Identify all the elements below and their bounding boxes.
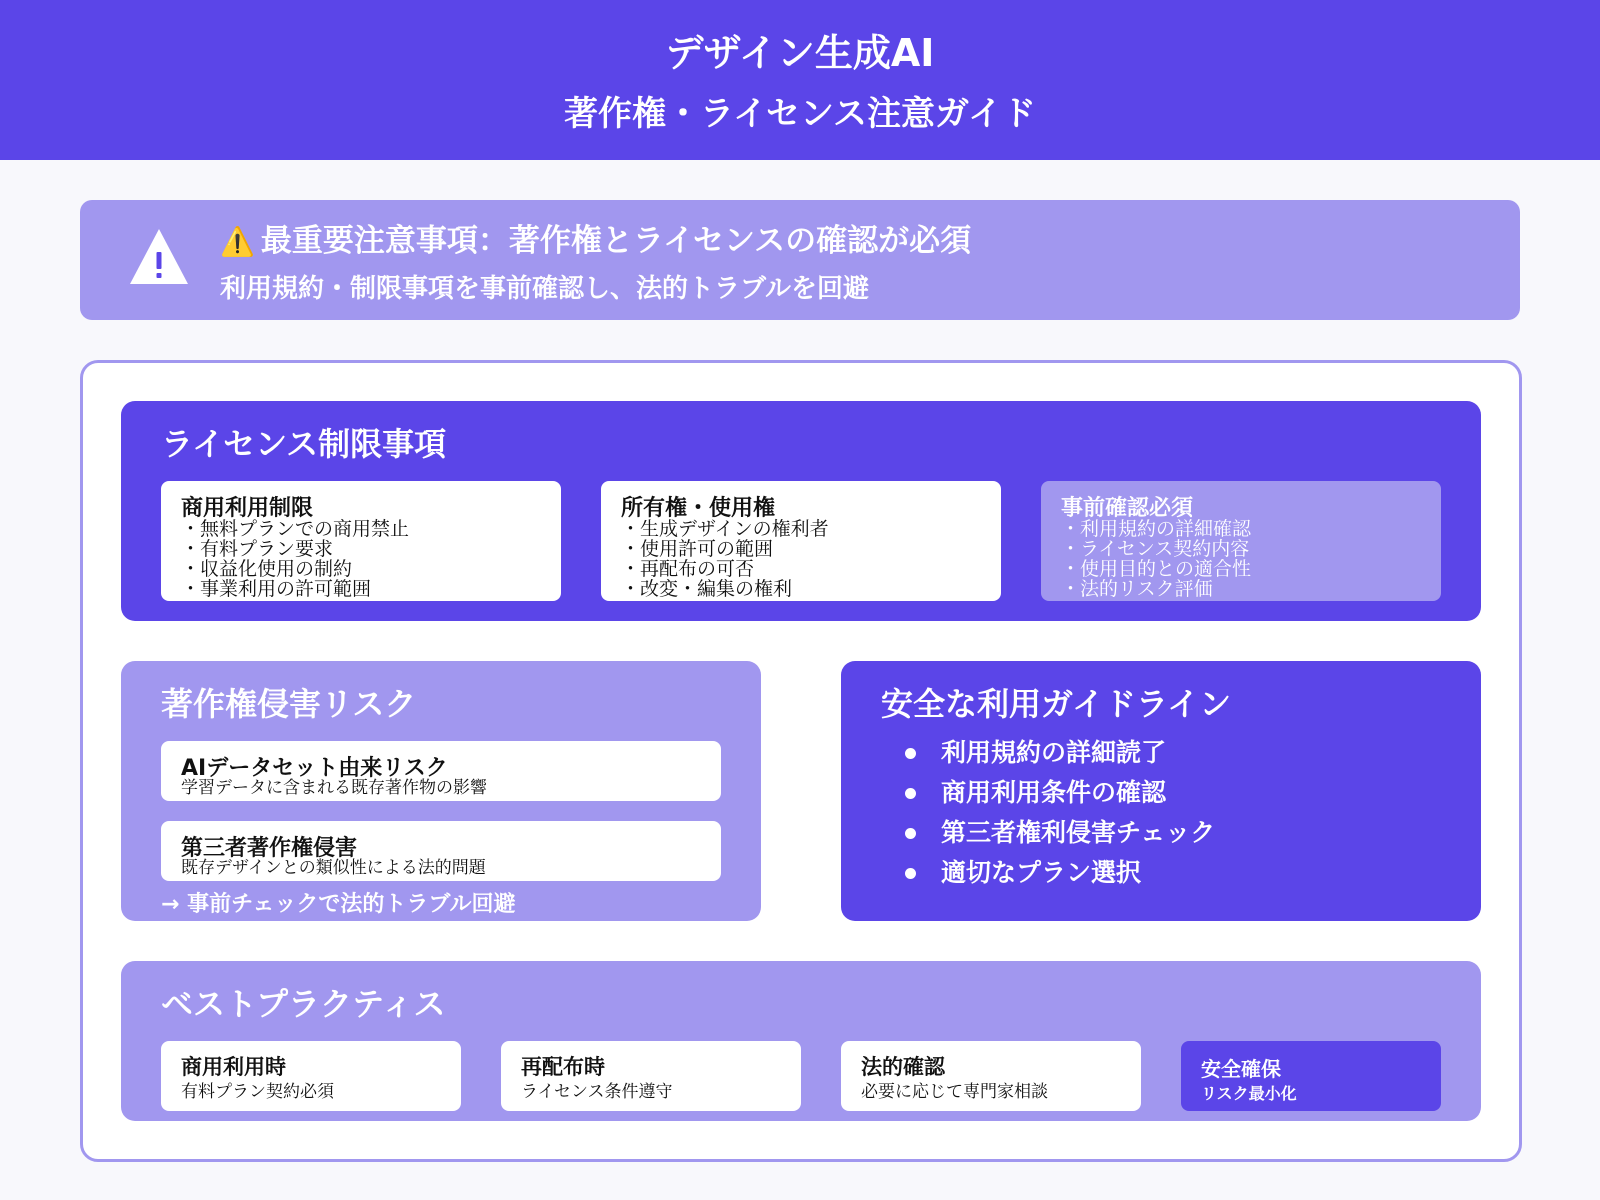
list-item: ・使用目的との適合性 <box>1061 558 1252 580</box>
bullet-icon <box>905 788 916 799</box>
card-title: 商用利用時 <box>181 1055 286 1079</box>
guideline-panel <box>841 661 1481 921</box>
risk-card-third-party <box>161 821 721 881</box>
card-desc: ライセンス条件遵守 <box>521 1082 673 1102</box>
list-item: ・無料プランでの商用禁止 <box>181 518 410 540</box>
card-title: 再配布時 <box>521 1055 605 1079</box>
alert-banner <box>80 200 1520 320</box>
bp-card-safety <box>1181 1041 1441 1111</box>
card-title: 商用利用制限 <box>181 496 314 521</box>
risk-panel <box>121 661 761 921</box>
best-practice-panel <box>121 961 1481 1121</box>
card-desc: リスク最小化 <box>1201 1084 1297 1103</box>
card-title: 事前確認必須 <box>1061 496 1194 521</box>
card-desc: 必要に応じて専門家相談 <box>861 1082 1048 1102</box>
list-item: ・生成デザインの権利者 <box>621 518 829 540</box>
page-header <box>0 0 1600 160</box>
license-card-commercial <box>161 481 561 601</box>
warning-emoji-icon: ⚠️ <box>220 225 255 258</box>
license-card-precheck <box>1041 481 1441 601</box>
list-item: ・収益化使用の制約 <box>181 558 353 580</box>
list-item: ・ライセンス契約内容 <box>1061 538 1250 560</box>
guideline-item <box>905 739 1215 779</box>
risk-card-dataset <box>161 741 721 801</box>
bullet-icon <box>905 828 916 839</box>
alert-title-text: 最重要注意事項：著作権とライセンスの確認が必須 <box>260 223 972 259</box>
bullet-icon <box>905 748 916 759</box>
guideline-item-text: 適切なプラン選択 <box>941 858 1142 887</box>
card-title: 法的確認 <box>861 1055 945 1079</box>
page-subtitle: 著作権・ライセンス注意ガイド <box>564 94 1036 134</box>
list-item: ・再配布の可否 <box>621 558 755 580</box>
best-practice-title: ベストプラクティス <box>161 985 446 1023</box>
guideline-list <box>905 739 1215 899</box>
alert-subtitle: 利用規約・制限事項を事前確認し、法的トラブルを回避 <box>220 274 869 304</box>
card-list <box>621 519 829 599</box>
bullet-icon <box>905 868 916 879</box>
guideline-item-text: 第三者権利侵害チェック <box>941 818 1216 847</box>
warning-icon <box>128 226 190 288</box>
risk-panel-title: 著作権侵害リスク <box>161 685 417 723</box>
list-item: ・事業利用の許可範囲 <box>181 578 372 600</box>
card-list <box>181 519 409 599</box>
guideline-item <box>905 779 1215 819</box>
risk-note: → 事前チェックで法的トラブル回避 <box>161 892 516 917</box>
bp-card-redistribution <box>501 1041 801 1111</box>
card-list <box>1061 519 1251 599</box>
guideline-item <box>905 819 1215 859</box>
list-item: ・使用許可の範囲 <box>621 538 774 560</box>
card-title: AIデータセット由来リスク <box>181 756 448 781</box>
list-item: ・改変・編集の権利 <box>621 578 793 600</box>
license-panel <box>121 401 1481 621</box>
card-title: 第三者著作権侵害 <box>181 836 358 861</box>
guideline-panel-title: 安全な利用ガイドライン <box>881 685 1232 723</box>
main-container <box>80 360 1522 1162</box>
card-desc: 学習データに含まれる既存著作物の影響 <box>181 778 487 798</box>
guideline-item-text: 商用利用条件の確認 <box>941 778 1167 807</box>
guideline-item-text: 利用規約の詳細読了 <box>941 738 1167 767</box>
card-desc: 既存デザインとの類似性による法的問題 <box>181 858 486 878</box>
list-item: ・利用規約の詳細確認 <box>1061 518 1252 540</box>
bp-card-commercial <box>161 1041 461 1111</box>
card-title: 安全確保 <box>1201 1057 1281 1081</box>
guideline-item <box>905 859 1215 899</box>
list-item: ・有料プラン要求 <box>181 538 334 560</box>
license-card-ownership <box>601 481 1001 601</box>
page-title: デザイン生成AI <box>665 31 935 75</box>
alert-title <box>220 215 971 260</box>
license-panel-title: ライセンス制限事項 <box>161 425 447 463</box>
card-title: 所有権・使用権 <box>621 496 776 521</box>
list-item: ・法的リスク評価 <box>1061 578 1213 600</box>
card-desc: 有料プラン契約必須 <box>181 1082 334 1102</box>
bp-card-legal <box>841 1041 1141 1111</box>
